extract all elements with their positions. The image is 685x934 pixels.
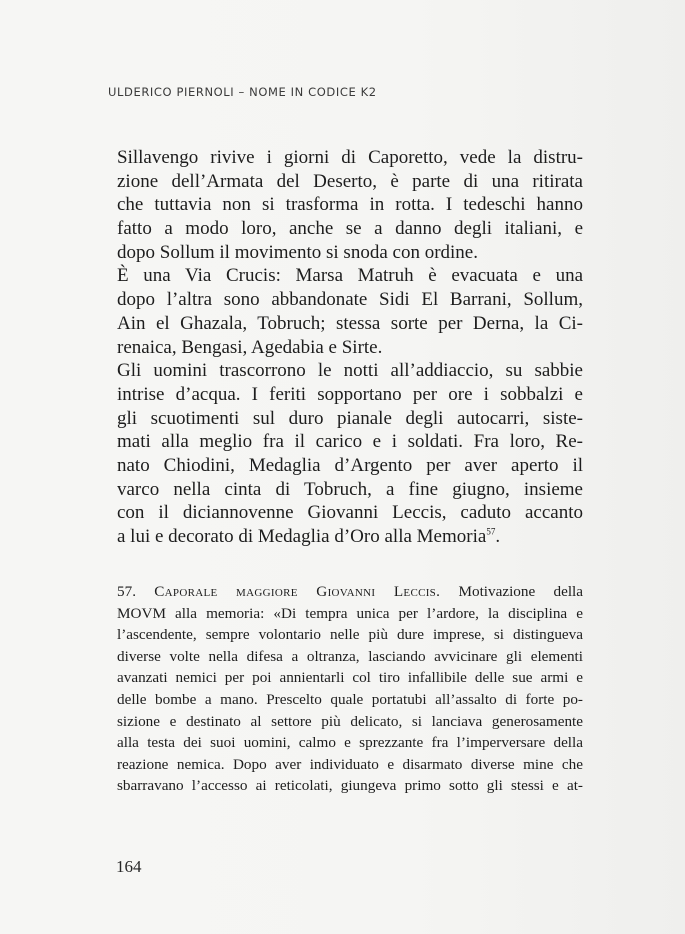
body-line: dopo l’altra sono abbandonate Sidi El Barrani, Sollum, [117,289,583,311]
body-line: gli scuotimenti sul duro pianale degli autocarri, siste- [117,407,583,429]
body-line: mati alla meglio fra il carico e i soldati. Fra loro, Re- [117,431,583,453]
footnote-line: delle bombe a mano. Prescelto quale portatubi all’assalto di forte po- [117,690,583,708]
footnote-first-line-rest: Motivazione della [458,583,583,600]
body-line-text: a lui e decorato di Medaglia d’Oro alla Memoria [117,526,487,547]
body-line: varco nella cinta di Tobruch, a fine giugno, insieme [117,478,583,500]
footnote-line: sizione e destinato al settore più delicato, si lanciava generosamente [117,712,583,730]
footnote-line: reazione nemica. Dopo aver individuato e disarmato diverse mine che [117,755,583,773]
body-line: che tuttavia non si trasforma in rotta. I tedeschi hanno [117,194,583,216]
footnote-line: avanzati nemici per poi annientarli col tiro infallibile delle sue armi e [117,669,583,687]
body-line: Ain el Ghazala, Tobruch; stessa sorte per Derna, la Ci- [117,312,583,334]
body-line-last [117,525,583,549]
body-line: renaica, Bengasi, Agedabia e Sirte. [117,336,383,358]
body-line: zione dell’Armata del Deserto, è parte di una ritirata [117,170,583,192]
footnote-number: 57. [117,583,136,600]
footnote-reference[interactable]: 57 [486,526,496,537]
body-line: Gli uomini trascorrono le notti all’addiaccio, su sabbie [117,360,583,382]
body-line-end: . [495,526,501,547]
body-line: con il diciannovenne Giovanni Leccis, caduto accanto [117,502,583,524]
footnote-line: diverse volte nella difesa a oltranza, lasciando avvicinare gli elementi [117,647,583,665]
footnote-line: l’ascendente, sempre volontario nelle più dure imprese, si distingueva [117,626,583,644]
body-line: Sillavengo rivive i giorni di Caporetto, vede la distru- [117,147,583,168]
footnote-57 [117,581,583,797]
body-line: dopo Sollum il movimento si snoda con ordine. [117,241,478,263]
footnote-line: sbarravano l’accesso ai reticolati, giungeva primo sotto gli stessi e at- [117,777,583,795]
footnote-heading: Caporale maggiore Giovanni Leccis. [154,583,441,600]
body-paragraphs [117,146,583,549]
running-header: ULDERICO PIERNOLI – NOME IN CODICE K2 [108,85,377,99]
footnote-line: MOVM alla memoria: «Di tempra unica per l’ardore, la disciplina e [117,604,583,622]
body-line: fatto a modo loro, anche se a danno degli italiani, e [117,218,583,240]
footnote-line: alla testa dei suoi uomini, calmo e sprezzante fra l’imperversare della [117,734,583,752]
body-line: nato Chiodini, Medaglia d’Argento per aver aperto il [117,454,583,476]
footnote-first-line [117,581,583,603]
body-line: È una Via Crucis: Marsa Matruh è evacuata e una [117,265,583,287]
body-line: intrise d’acqua. I feriti sopportano per ore i sobbalzi e [117,383,583,405]
page-number: 164 [116,857,142,876]
